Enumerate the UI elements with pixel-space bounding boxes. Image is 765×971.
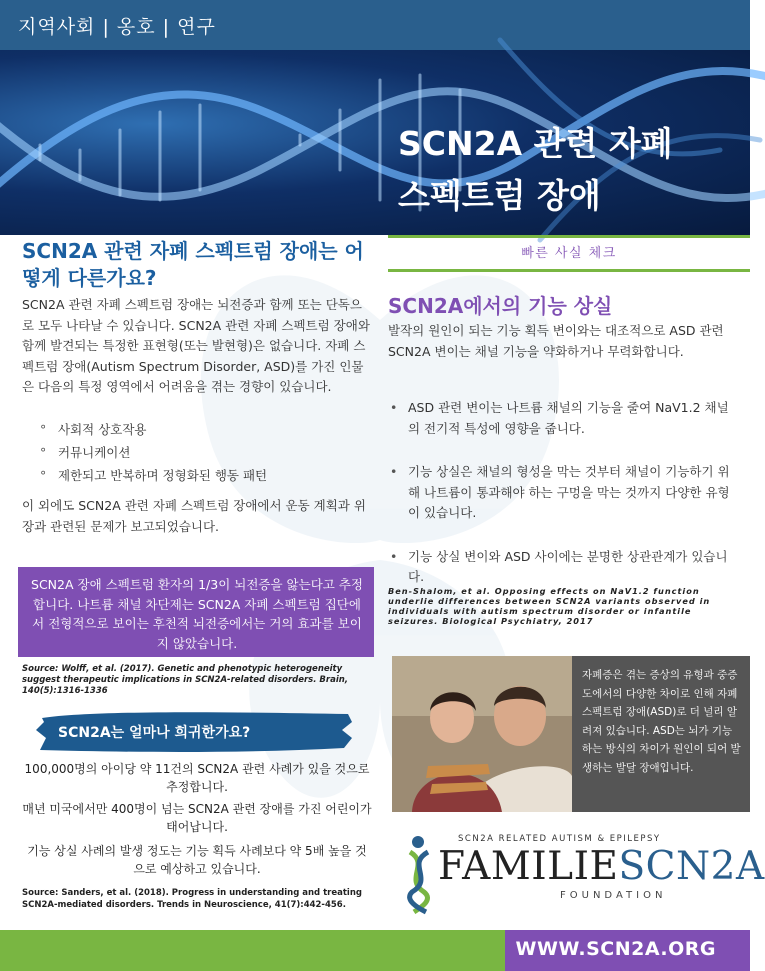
logo-name-part-1: FAMILIE — [438, 844, 619, 889]
list-item: • 기능 상실은 채널의 형성을 막는 것부터 채널이 기능하기 위해 나트륨이 통과해야 하는 구멍을 막는 것까지 다양한 유형이 있습니다. — [386, 462, 736, 524]
list-item: • 기능 상실 변이와 ASD 사이에는 분명한 상관관계가 있습니다. — [386, 547, 736, 588]
loss-of-function-list — [386, 398, 736, 611]
footer-purple-band — [505, 930, 750, 971]
list-item: • ASD 관련 변이는 나트륨 채널의 기능을 줄여 NaV1.2 채널의 전기적 특성에 영향을 줍니다. — [386, 398, 736, 439]
dna-person-icon — [400, 834, 440, 914]
asd-intro-paragraph: SCN2A 관련 자폐 스펙트럼 장애는 뇌전증과 함께 또는 단독으로 모두 나타날 수 있습니다. SCN2A 관련 자폐 스펙트럼 장애와 함께 발견되는 특정한 표현형(또는 발현형)은 없습니다. 자폐 스펙트럼 장애(Autism Spectrum Disorder, ASD)를 가진 인물은 다음의 특정 영역에서 어려움을 겪는 경향이 있습니다. — [22, 297, 370, 394]
autism-caption-box — [572, 656, 750, 812]
logo-tagline: SCN2A RELATED AUTISM & EPILEPSY — [458, 834, 661, 844]
top-bar — [0, 0, 750, 50]
quick-facts-label: 빠른 사실 체크 — [521, 246, 617, 261]
list-item: ° 사회적 상호작용 — [40, 418, 370, 441]
loss-of-function-heading: SCN2A에서의 기능 상실 — [388, 294, 613, 318]
list-item: ° 커뮤니케이션 — [40, 441, 370, 464]
hero-title — [398, 118, 673, 222]
footer-green-band — [0, 930, 505, 971]
divider — [388, 235, 750, 238]
rarity-banner — [36, 708, 354, 756]
rarity-stat: 기능 상실 사례의 발생 정도는 기능 획득 사례보다 약 5배 높을 것으로 예상하고 있습니다. — [27, 844, 367, 876]
asd-additional-paragraph: 이 외에도 SCN2A 관련 자폐 스펙트럼 장애에서 운동 계획과 위장과 관련된 문제가 보고되었습니다. — [22, 498, 366, 534]
familiescn2a-logo — [400, 826, 765, 916]
asd-difference-heading: SCN2A 관련 자폐 스펙트럼 장애는 어떻게 다른가요? — [22, 239, 364, 290]
divider — [388, 269, 750, 272]
logo-foundation: FOUNDATION — [560, 890, 667, 901]
photo-illustration — [392, 656, 572, 812]
wolff-source-citation: Source: Wolff, et al. (2017). Genetic and phenotypic heterogeneity suggest therapeutic implications in SCN2A-related disorders. Brain, 140(5):1316-1336 — [22, 664, 349, 696]
logo-name-part-2: SCN2A — [618, 844, 765, 889]
epilepsy-highlight-box — [18, 567, 374, 657]
logo-name — [438, 844, 765, 889]
rarity-stat: 매년 미국에서만 400명이 넘는 SCN2A 관련 장애를 가진 어린이가 태어납니다. — [22, 802, 372, 834]
loss-of-function-intro: 발작의 원인이 되는 기능 획득 변이와는 대조적으로 ASD 관련 SCN2A 변이는 채널 기능을 약화하거나 무력화합니다. — [388, 323, 724, 359]
header-nav-text: 지역사회 | 옹호 | 연구 — [18, 16, 216, 38]
ben-shalom-citation: Ben-Shalom, et al. Opposing effects on NaV1.2 function underlie differences between SCN2A variants observed in individuals with autism spectrum disorder or infantile seizures. Biological Psychiatry, 2017 — [388, 586, 711, 626]
epilepsy-highlight-text: SCN2A 장애 스펙트럼 환자의 1/3이 뇌전증을 앓는다고 추정합니다. 나트륨 채널 차단제는 SCN2A 자폐 스펙트럼 집단에서 전형적으로 보이는 후천적 뇌전증에서는 거의 효과를 보이지 않았습니다. — [31, 577, 363, 651]
asd-areas-list — [40, 418, 370, 487]
father-son-photo — [392, 656, 572, 812]
hero-banner — [0, 50, 750, 235]
website-url[interactable]: WWW.SCN2A.ORG — [515, 938, 716, 960]
rarity-heading: SCN2A는 얼마나 희귀한가요? — [58, 725, 251, 741]
sanders-source-citation: Source: Sanders, et al. (2018). Progress in understanding and treating SCN2A-mediated disorders. Trends in Neuroscience, 41(7):442-456. — [22, 888, 362, 910]
rarity-stat: 100,000명의 아이당 약 11건의 SCN2A 관련 사례가 있을 것으로 추정합니다. — [24, 762, 370, 794]
hero-title-line-1: SCN2A 관련 자폐 — [398, 124, 673, 163]
hero-title-line-2: 스펙트럼 장애 — [398, 176, 601, 215]
autism-caption-text: 자폐증은 겪는 증상의 유형과 중증도에서의 다양한 차이로 인해 자폐 스펙트럼 장애(ASD)로 더 널리 알려져 있습니다. ASD는 뇌가 기능하는 방식의 차이가 원인이 되어 발생하는 발달 장애입니다. — [582, 669, 741, 774]
list-item: ° 제한되고 반복하며 정형화된 행동 패턴 — [40, 464, 370, 487]
